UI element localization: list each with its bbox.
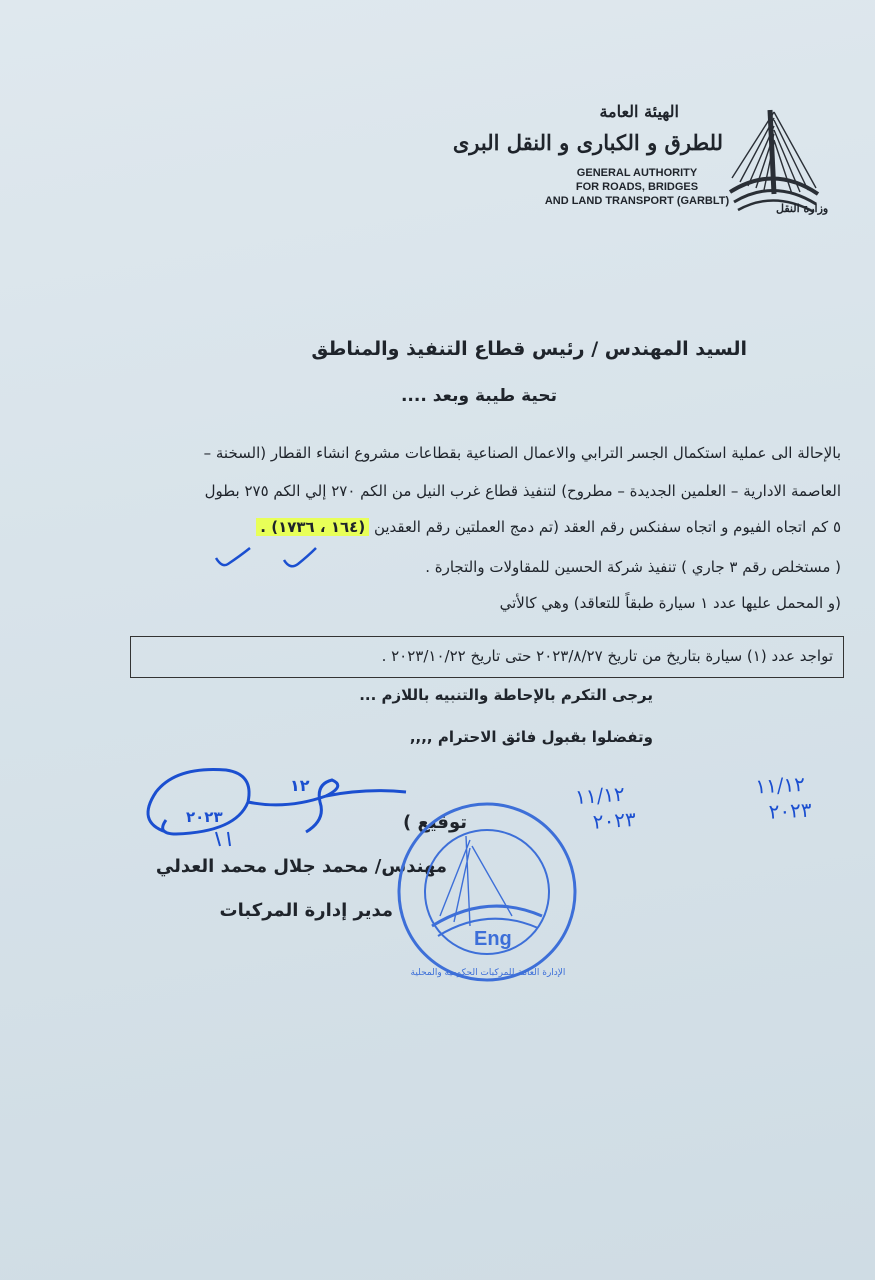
org-name-en-line2: FOR ROADS, BRIDGES (575, 181, 699, 193)
contract-numbers-highlight: (١٦٤ ، ١٧٣٦) . (256, 518, 369, 536)
body-line-3-text: ٥ كم اتجاه الفيوم و اتجاه سفنكس رقم العقد (تم دمج العملتين رقم العقدين (369, 518, 841, 536)
body-line-5: (و المحمل عليها عدد ١ سيارة طبقاً للتعاقد) وهي كالأتي (499, 594, 841, 612)
org-name-ar-line2: للطرق و الكبارى و النقل البرى (452, 130, 723, 155)
body-line-1: بالإحالة الى عملية استكمال الجسر الترابي والاعمال الصناعية بقطاعات مشروع انشاء القطار (السخنة – (203, 444, 841, 462)
check-marks-icon (212, 546, 332, 576)
body-line-4: ( مستخلص رقم ٣ جاري ) تنفيذ شركة الحسين للمقاولات والتجارة . (425, 558, 841, 576)
handwritten-date-middle-line2: ٢٠٢٣ (592, 806, 637, 834)
body-line-3 (256, 518, 841, 536)
org-name-en-line1: GENERAL AUTHORITY (576, 167, 698, 179)
closing-line: وتفضلوا بقبول فائق الاحترام ,,,, (409, 728, 653, 746)
handwritten-date-middle-line1: ١١/١٢ (574, 781, 626, 810)
stamp-center-text: Eng (474, 928, 512, 950)
signatory-title: مدير إدارة المركبات (219, 900, 393, 921)
addressee: السيد المهندس / رئيس قطاع التنفيذ والمناطق (311, 338, 747, 360)
stamp-ring-text: الإدارة العامة للمركبات الحكومية والمحلية (410, 968, 566, 978)
signature-inner-text: ٢٠٢٣ (186, 808, 223, 826)
signatory-name: مهندس/ محمد جلال محمد العدلي (155, 856, 447, 877)
handwritten-date-right-line2: ٢٠٢٣ (768, 797, 813, 824)
handwritten-date-middle (574, 780, 636, 836)
signature-label: توقيع ) (403, 812, 467, 833)
official-stamp (392, 796, 582, 988)
body-line-2: العاصمة الادارية – العلمين الجديدة – مطروح) لتنفيذ قطاع غرب النيل من الكم ٢٧٠ إلي الكم ٢٧٥ بطول (204, 482, 841, 500)
org-name-en-line3: AND LAND TRANSPORT (GARBLT) (544, 195, 730, 207)
handwritten-signature (136, 762, 416, 852)
handwritten-date-right (755, 771, 813, 826)
signature-numbers: ١٢ (290, 776, 310, 795)
vehicle-period-text: تواجد عدد (١) سيارة بتاريخ من تاريخ ٢٠٢٣/٨/٢٧ حتى تاريخ ٢٠٢٣/١٠/٢٢ . (381, 647, 833, 665)
handwritten-date-right-line1: ١١/١٢ (754, 771, 806, 799)
stamp-seal-icon (392, 796, 582, 988)
ministry-label: وزارة النقل (776, 202, 829, 215)
greeting: تحية طيبة وبعد .... (400, 386, 557, 406)
request-line: يرجى التكرم بالإحاطة والتنبيه باللازم ... (359, 686, 653, 704)
vehicle-period-box (130, 636, 844, 678)
org-name-en (540, 166, 734, 208)
org-name-ar-line1: الهيئة العامة (599, 102, 679, 121)
